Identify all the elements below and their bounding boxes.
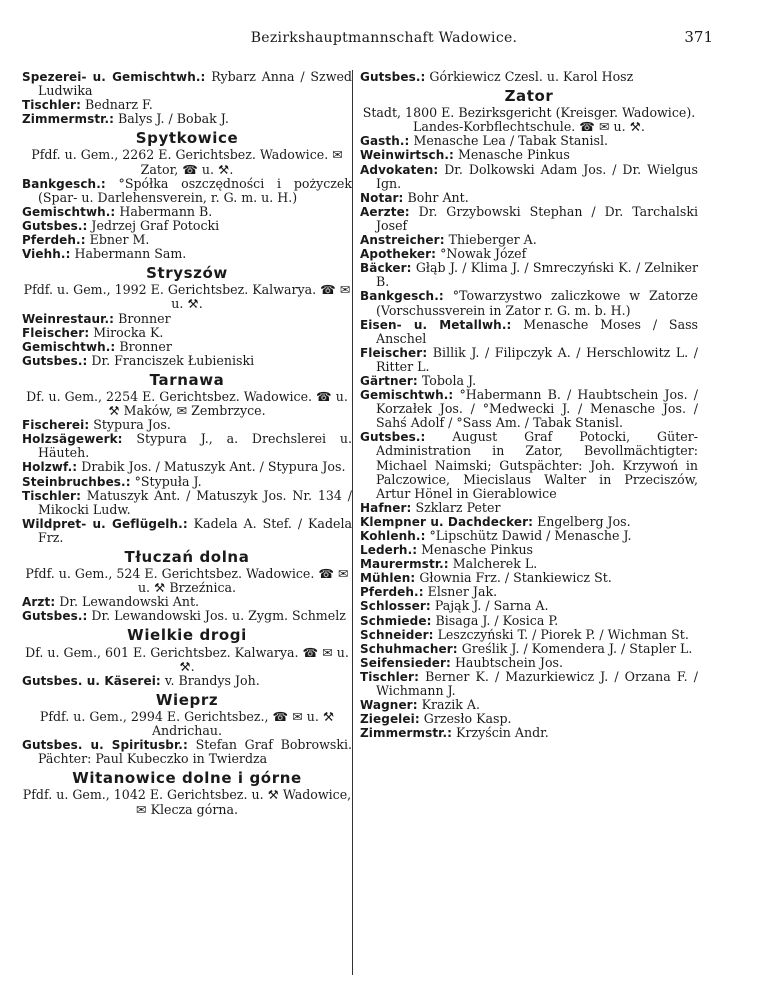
entry-label: Tischler: [22, 488, 81, 503]
entry-text: Bednarz F. [84, 97, 153, 113]
directory-entry [360, 247, 698, 261]
entry-text: °Stypuła J. [134, 473, 202, 489]
entry-text: °Spółka oszczędności i pożyczek (Spar- u. Darlehensverein, r. G. m. u. H.) [38, 175, 352, 205]
entry-label: Gutsbes.: [22, 609, 88, 624]
directory-entry [360, 261, 698, 289]
entry-text: Pająk J. / Sarna A. [434, 598, 549, 614]
entry-text: Głownia Frz. / Stankiewicz St. [419, 570, 612, 586]
entry-label: Pferdeh.: [22, 233, 86, 248]
entry-text: Szklarz Peter [415, 499, 501, 515]
entry-text: Balys J. / Bobak J. [118, 111, 229, 127]
directory-entry [22, 738, 352, 766]
entry-label: Seifensieder: [360, 655, 451, 670]
entry-text: Thieberger A. [448, 232, 537, 248]
entry-label: Bankgesch.: [360, 289, 444, 304]
right-column [360, 70, 698, 740]
directory-entry [360, 712, 698, 726]
entry-label: Fischerei: [22, 418, 90, 433]
directory-entry [360, 205, 698, 233]
entry-label: Gutsbes. u. Spiritusbr.: [22, 738, 188, 753]
directory-entry [360, 656, 698, 670]
entry-label: Gutsbes.: [22, 218, 88, 233]
directory-entry [360, 628, 698, 642]
entry-text: Dr. Franciszek Łubieniski [91, 352, 255, 368]
place-heading: Witanowice dolne i górne [72, 769, 302, 788]
entry-label: Holzsägewerk: [22, 432, 123, 447]
entry-label: Weinwirtsch.: [360, 148, 454, 163]
entry-label: Gärtner: [360, 373, 418, 388]
directory-entry [22, 219, 352, 233]
entry-text: Habermann B. [119, 203, 213, 219]
entry-label: Bäcker: [360, 261, 412, 276]
entry-text: Drabik Jos. / Matuszyk Ant. / Stypura Jos. [81, 459, 346, 475]
directory-entry [22, 432, 352, 460]
entry-label: Anstreicher: [360, 233, 445, 248]
entry-text: °Habermann B. / Haubtschein Jos. / Korzałek Jos. / °Medwecki J. / Menasche Jos. / Sahś Adolf / °Sass Am. / Tabak Stanisl. [376, 387, 698, 431]
entry-text: Bisaga J. / Kosica P. [435, 612, 559, 628]
entry-label: Eisen- u. Metallwh.: [360, 317, 512, 332]
place-description: Df. u. Gem., 2254 E. Gerichtsbez. Wadowice. ☎ u. ⚒ Maków, ✉ Zembrzyce. [26, 388, 348, 419]
entry-text: Greślik J. / Komendera J. / Stapler L. [461, 640, 693, 656]
entry-text: Haubtschein Jos. [454, 654, 563, 670]
directory-entry [360, 501, 698, 515]
directory-entry [22, 312, 352, 326]
directory-entry [22, 609, 352, 623]
place-heading: Tarnawa [149, 370, 225, 389]
directory-entry [22, 489, 352, 517]
entry-text: Krzyścin Andr. [456, 725, 549, 741]
entry-label: Gemischtwh.: [22, 204, 116, 219]
entry-text: Malcherek L. [452, 556, 538, 572]
entry-label: Schuhmacher: [360, 641, 458, 656]
entry-label: Gutsbes.: [360, 70, 426, 84]
directory-entry [22, 205, 352, 219]
directory-entry [360, 163, 698, 191]
entry-text: Dr. Dolkowski Adam Jos. / Dr. Wielgus Ign. [376, 161, 698, 191]
entry-text: Stypura Jos. [93, 417, 171, 433]
entry-label: Aerzte: [360, 204, 410, 219]
entry-text: Menasche Lea / Tabak Stanisl. [413, 133, 609, 149]
place-description: Df. u. Gem., 601 E. Gerichtsbez. Kalwarya. ☎ ✉ u. ⚒. [25, 644, 349, 674]
entry-text: August Graf Potocki, Güter-Administration in Zator, Bevollmächtigter: Michael Naimski; Gutspächter: Joh. Krzywoń in Palczowice, Miecislaus Walter in Przeciszów, Artur Hönel in Gierablowice [376, 429, 698, 501]
directory-entry [22, 517, 352, 545]
running-head: Bezirkshauptmannschaft Wadowice. [250, 30, 518, 46]
place-heading: Wielkie drogi [127, 626, 247, 645]
directory-entry [360, 134, 698, 148]
entry-text: Stypura J., a. Drechslerei u. Häuteh. [38, 431, 352, 461]
entry-text: Matuszyk Ant. / Matuszyk Jos. Nr. 134 / Mikocki Ludw. [38, 487, 352, 517]
entry-text: °Towarzystwo zaliczkowe w Zatorze (Vorschussverein in Zator r. G. m. b. H.) [376, 288, 698, 318]
entry-text: Mirocka K. [93, 324, 164, 340]
directory-entry [22, 674, 352, 688]
directory-entry [360, 430, 698, 500]
entry-text: Billik J. / Filipczyk A. / Herschlowitz L. / Ritter L. [376, 344, 698, 374]
place-description: Pfdf. u. Gem., 2994 E. Gerichtsbez., ☎ ✉ u. ⚒ Andrichau. [39, 708, 335, 739]
directory-entry [22, 247, 352, 261]
entry-label: Gemischtwh.: [22, 339, 116, 354]
entry-label: Advokaten: [360, 162, 439, 177]
directory-entry [22, 595, 352, 609]
entry-label: Pferdeh.: [360, 585, 424, 600]
entry-label: Holzwf.: [22, 460, 78, 475]
entry-label: Gasth.: [360, 134, 410, 149]
directory-entry [360, 726, 698, 740]
entry-label: Tischler: [22, 98, 81, 113]
entry-label: Fleischer: [22, 325, 90, 340]
entry-text: Ebner M. [89, 232, 150, 248]
directory-entry [360, 557, 698, 571]
entry-label: Fleischer: [360, 345, 428, 360]
entry-label: Steinbruchbes.: [22, 474, 131, 489]
directory-entry [22, 326, 352, 340]
entry-text: Stefan Graf Bobrowski. Pächter: Paul Kubeczko in Twierdza [38, 737, 352, 767]
directory-entry [22, 112, 352, 126]
entry-label: Spezerei- u. Gemischtwh.: [22, 70, 206, 84]
directory-entry [360, 346, 698, 374]
entry-label: Gemischtwh.: [360, 388, 454, 403]
entry-label: Lederh.: [360, 543, 418, 558]
entry-label: Hafner: [360, 500, 412, 515]
entry-text: Leszczyński T. / Piorek P. / Wichman St. [437, 626, 689, 642]
directory-entry [22, 70, 352, 98]
directory-entry [360, 599, 698, 613]
directory-entry [360, 614, 698, 628]
entry-label: Tischler: [360, 669, 419, 684]
directory-entry [22, 354, 352, 368]
entry-text: Berner K. / Mazurkiewicz J. / Orzana F. / Wichmann J. [376, 668, 698, 699]
entry-label: Schlosser: [360, 599, 431, 614]
place-description: Stadt, 1800 E. Bezirksgericht (Kreisger. Wadowice). Landes-Korbflechtschule. ☎ ✉ u. ⚒. [362, 105, 696, 135]
entry-text: Menasche Moses / Sass Anschel [376, 316, 698, 346]
place-heading: Wieprz [155, 690, 219, 709]
entry-label: Gutsbes.: [22, 353, 88, 368]
entry-text: Elsner Jak. [427, 584, 498, 600]
entry-label: Gutsbes. u. Käserei: [22, 673, 161, 688]
entry-text: Bronner [118, 310, 171, 326]
directory-entry [360, 318, 698, 346]
entry-text: °Lipschütz Dawid / Menasche J. [429, 528, 632, 543]
entry-label: Zimmermstr.: [22, 112, 115, 127]
entry-text: Menasche Pinkus [421, 542, 534, 558]
entry-label: Gutsbes.: [360, 430, 426, 445]
directory-entry [360, 233, 698, 247]
place-description: Pfdf. u. Gem., 1992 E. Gerichtsbez. Kalwarya. ☎ ✉ u. ⚒. [23, 282, 351, 312]
directory-entry [360, 698, 698, 712]
entry-label: Kohlenh.: [360, 529, 426, 543]
directory-entry [360, 289, 698, 317]
entry-label: Maurermstr.: [360, 557, 449, 572]
entry-text: Tobola J. [421, 372, 477, 388]
entry-label: Viehh.: [22, 247, 71, 262]
column-divider [352, 70, 353, 975]
directory-entry [360, 191, 698, 205]
directory-entry [360, 642, 698, 656]
entry-text: Jedrzej Graf Potocki [91, 217, 220, 233]
directory-entry [360, 543, 698, 557]
place-heading: Spytkowice [135, 129, 239, 148]
entry-label: Mühlen: [360, 571, 416, 586]
entry-text: Menasche Pinkus [457, 147, 570, 163]
entry-text: Habermann Sam. [74, 246, 187, 262]
entry-text: v. Brandys Joh. [164, 672, 260, 688]
directory-entry [22, 418, 352, 432]
directory-entry [360, 515, 698, 529]
entry-label: Schmiede: [360, 613, 432, 628]
directory-entry [22, 98, 352, 112]
place-heading: Zator [504, 87, 554, 106]
entry-label: Wagner: [360, 698, 418, 713]
place-heading: Tłuczań dolna [124, 548, 250, 566]
entry-text: Dr. Lewandowski Jos. u. Zygm. Schmelz [91, 608, 346, 624]
page-number: 371 [684, 28, 713, 46]
place-heading: Stryszów [146, 264, 228, 283]
entry-label: Wildpret- u. Geflügelh.: [22, 516, 188, 531]
directory-entry [360, 374, 698, 388]
entry-label: Notar: [360, 190, 404, 205]
place-description: Pfdf. u. Gem., 1042 E. Gerichtsbez. u. ⚒ Wadowice, ✉ Klecza górna. [22, 787, 352, 817]
entry-text: Krazik A. [421, 697, 480, 713]
entry-label: Zimmermstr.: [360, 726, 453, 741]
directory-entry [360, 670, 698, 698]
directory-entry [22, 177, 352, 205]
entry-text: Bohr Ant. [407, 189, 469, 205]
directory-entry [360, 388, 698, 430]
entry-label: Weinrestaur.: [22, 311, 115, 326]
left-column [22, 70, 352, 817]
directory-entry [360, 529, 698, 543]
entry-text: Rybarz Anna / Szwed Ludwika [38, 69, 352, 99]
entry-text: Dr. Lewandowski Ant. [59, 594, 200, 610]
entry-label: Schneider: [360, 627, 434, 642]
directory-entry [360, 585, 698, 599]
place-description: Pfdf. u. Gem., 2262 E. Gerichtsbez. Wadowice. ✉ Zator, ☎ u. ⚒. [31, 147, 343, 177]
entry-label: Ziegelei: [360, 712, 420, 727]
entry-label: Klempner u. Dachdecker: [360, 514, 534, 529]
directory-entry [22, 460, 352, 474]
entry-label: Apotheker: [360, 247, 437, 262]
directory-entry [22, 233, 352, 247]
entry-text: Kadela A. Stef. / Kadela Frz. [38, 515, 352, 545]
entry-label: Arzt: [22, 595, 56, 610]
directory-entry [360, 148, 698, 162]
place-description: Pfdf. u. Gem., 524 E. Gerichtsbez. Wadowice. ☎ ✉ u. ⚒ Brzeźnica. [25, 566, 349, 596]
entry-text: Górkiewicz Czesl. u. Karol Hosz [429, 69, 634, 84]
directory-entry [360, 70, 698, 84]
entry-label: Bankgesch.: [22, 176, 106, 191]
entry-text: Dr. Grzybowski Stephan / Dr. Tarchalski Josef [376, 203, 698, 233]
entry-text: Głąb J. / Klima J. / Smreczyński K. / Zelniker B. [376, 260, 698, 290]
entry-text: Engelberg Jos. [537, 513, 631, 529]
directory-entry [22, 475, 352, 489]
entry-text: °Nowak Józef [440, 246, 527, 262]
entry-text: Bronner [119, 338, 172, 354]
directory-entry [360, 571, 698, 585]
directory-entry [22, 340, 352, 354]
entry-text: Grzesło Kasp. [423, 711, 512, 727]
